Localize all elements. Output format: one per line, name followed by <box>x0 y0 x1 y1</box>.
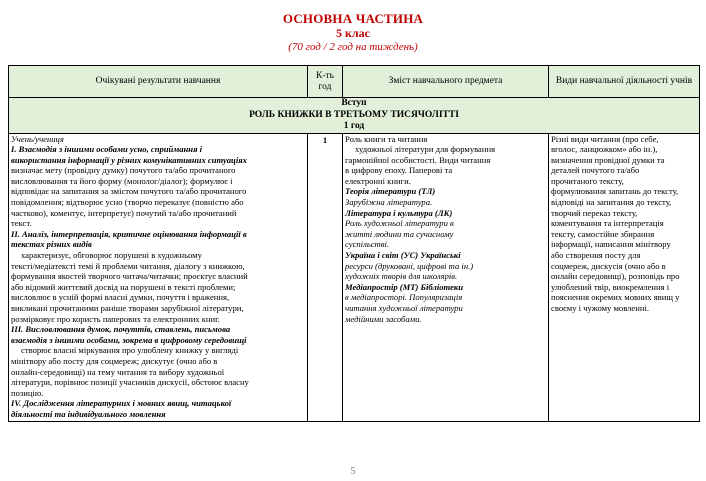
text-line: Різні види читання (про себе, <box>551 133 659 144</box>
section-label: Вступ <box>341 98 367 108</box>
text-line: медійними засобами. <box>345 313 422 324</box>
text-line: в медіапросторі. Популяризація <box>345 292 463 303</box>
text-line: читання художньої літератури <box>345 303 463 313</box>
grade-label: 5 клас <box>336 26 370 40</box>
text-line: ІІ. Аналіз, інтерпретація, критичне оцінювання інформації в <box>11 228 247 239</box>
text-line: текст. <box>11 218 32 229</box>
column-header-activities: Види навчальної діяльності учнів <box>549 66 700 98</box>
text-line: IV. Дослідження літературних і мовних явищ, читацької <box>11 398 232 409</box>
text-line: Медіапростір (МТ) Бібліотеки <box>345 281 464 292</box>
text-line: деталей почутого та/або <box>551 165 640 176</box>
column-header-content: Зміст навчального предмета <box>343 66 549 98</box>
text-line: коментування та інтерпретація <box>551 218 664 229</box>
text-line: мінітвору або посту для соцмереж; дискутує (очно або в <box>11 355 218 366</box>
text-line: характеризує, обговорює порушені в художньому <box>21 250 202 261</box>
text-line: літератури, порівнює позиції учасників дискусії, обстоює власну <box>11 377 249 388</box>
column-header-outcomes: Очікувані результати навчання <box>9 66 308 98</box>
text-line: висловлювання та його форму (монолог/діалог); формулює і <box>11 175 233 186</box>
text-line: діяльності та індивідуального мовлення <box>11 408 166 419</box>
text-line: частково), коментує, інтерпретує) почутий та/або прочитаний <box>11 207 237 218</box>
text-line: формулювання запитань до тексту, <box>551 186 679 197</box>
text-line: творчий переказ тексту, <box>551 207 638 218</box>
text-line: вголос, ланцюжком» або ін.), <box>551 144 658 155</box>
text-line: Учень/учениця <box>11 133 64 144</box>
text-line: ресурси (друковані, цифрові та ін.) <box>345 260 474 271</box>
text-line: ІІІ. Висловлювання думок, почуттів, ставлень, письмова <box>11 324 231 335</box>
column-header-hours: К-ть год <box>308 66 343 98</box>
curriculum-table <box>8 65 700 422</box>
content-cell <box>343 133 549 421</box>
table-row <box>9 133 700 421</box>
section-row <box>9 98 700 134</box>
text-line: Теорія літератури (ТЛ) <box>345 186 436 197</box>
text-line: пояснення окремих мовних явищ у <box>551 292 680 303</box>
text-line: Україна і світ (УС) Українські <box>345 250 461 261</box>
section-heading <box>9 98 700 134</box>
text-line: Роль художньої літератури в <box>345 218 454 229</box>
text-line: взаємодія з іншими особами, зокрема в цифровому середовищі <box>11 334 247 345</box>
text-line: Роль книги та читання <box>345 133 428 144</box>
text-line: відповідає на запитання за змістом почутого та/або прочитаного <box>11 186 247 197</box>
text-line: художніх творів для школярів. <box>345 271 458 282</box>
text-line: в цифрову епоху. Паперові та <box>345 165 453 176</box>
text-line: формування якостей творчого читача/читачки; проєктує власний <box>11 271 248 282</box>
text-line: інформації, написання мінітвору <box>551 239 671 250</box>
text-line: соцмереж, дискусія (очно або в <box>551 260 666 271</box>
text-line: електронні книги. <box>345 175 411 186</box>
activities-cell <box>549 133 700 421</box>
text-line: позицію. <box>11 387 44 398</box>
text-line: повідомлення; відтворює усно (творчо переказує (повністю або <box>11 197 244 208</box>
text-line: тексті/медіатексті темі й проблеми читання, діалогу з книжкою, <box>11 260 245 271</box>
section-title: РОЛЬ КНИЖКИ В ТРЕТЬОМУ ТИСЯЧОЛІТТІ <box>249 109 459 120</box>
text-line: онлайн-середовищі) на тему читання та вибору художньої <box>11 366 225 377</box>
text-line: І. Взаємодія з іншими особами усно, сприймання і <box>11 144 203 155</box>
hours-per-week: (70 год / 2 год на тиждень) <box>288 41 418 53</box>
text-line: Зарубіжна література. <box>345 197 433 208</box>
text-line: або відомий життєвий досвід на порушені в тексті проблеми; <box>11 281 236 292</box>
text-line: художньої літератури для формування <box>355 144 496 155</box>
page-number: 5 <box>350 465 356 477</box>
text-line: Література і культура (ЛК) <box>345 207 453 218</box>
text-line: визначає мету (провідну думку) почутого та/або прочитаного <box>11 165 236 176</box>
text-line: суспільстві. <box>345 239 390 250</box>
hours-cell: 1 <box>308 133 343 421</box>
text-line: викликані прочитаними раніше творами зарубіжної літератури, <box>11 303 244 313</box>
text-line: гармонійної особистості. Види читання <box>345 154 491 165</box>
text-line: висловлює в усній формі власні думки, почуття і враження, <box>11 292 230 303</box>
outcomes-cell <box>9 133 308 421</box>
page-title: ОСНОВНА ЧАСТИНА <box>282 11 424 26</box>
text-line: відповіді на запитання до тексту, <box>551 197 672 208</box>
text-line: тексту, самостійне збирання <box>551 228 655 239</box>
text-line: своєму і чужому мовленні. <box>551 303 649 313</box>
text-line: прочитаного тексту, <box>551 175 624 186</box>
text-line: визначення провідної думки та <box>551 154 665 165</box>
text-line: улюблений твір, виокремлення і <box>551 281 670 292</box>
section-hours: 1 год <box>343 121 365 131</box>
text-line: розмірковує про користь паперових та електронних книг. <box>11 313 220 324</box>
text-line: онлайн середовищі), розповідь про <box>551 271 680 282</box>
table-header-row <box>9 66 700 98</box>
text-line: створює власні міркування про улюблену книжку у вигляді <box>21 345 239 356</box>
text-line: або створення посту для <box>551 250 641 261</box>
text-line: житті людини та сучасному <box>345 228 454 239</box>
text-line: текстах різних видів <box>11 239 92 250</box>
text-line: використання інформації у різних комунікативних ситуаціях <box>11 154 247 165</box>
